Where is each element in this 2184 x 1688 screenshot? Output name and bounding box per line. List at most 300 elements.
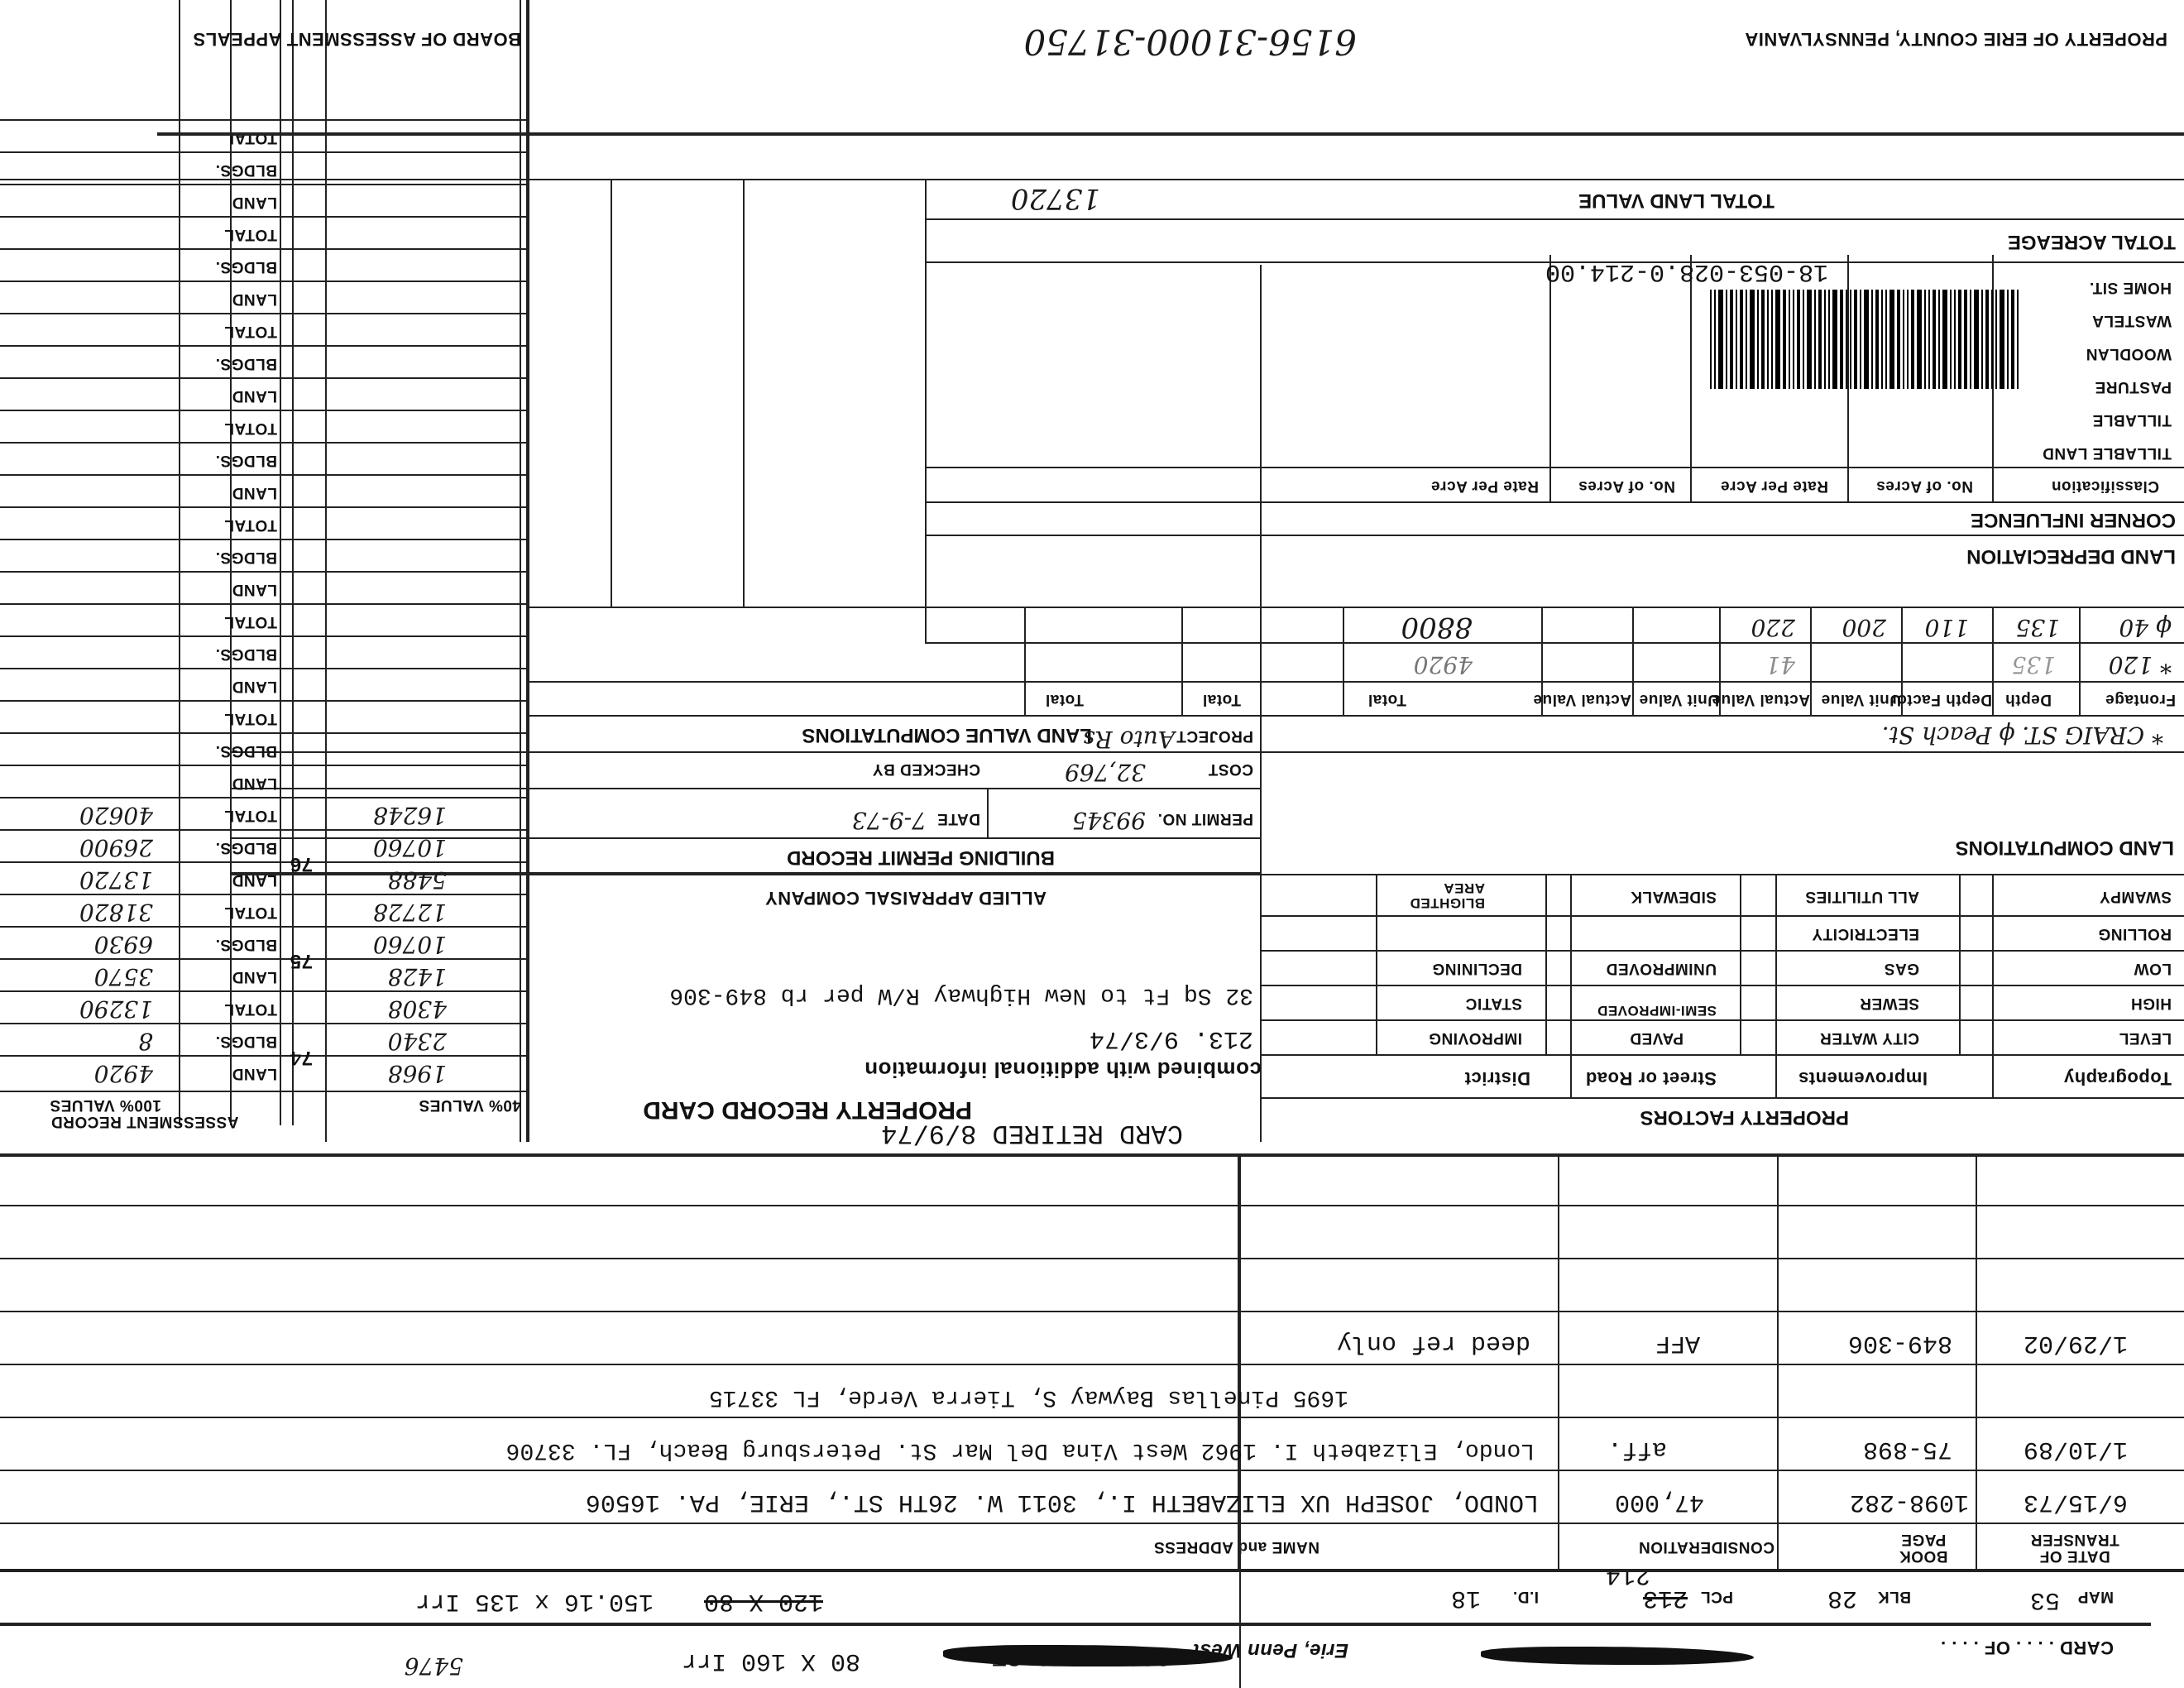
divider — [0, 1470, 2184, 1471]
divider — [0, 539, 529, 540]
record-note-highway: 32 Sq Ft to New Highway R/W per rb 849-306 — [669, 982, 1253, 1008]
divider — [0, 410, 529, 411]
handwritten-reference: 6156-31000-31750 — [1023, 22, 1357, 62]
barcode-bar — [1974, 290, 1979, 389]
barcode-bar — [1933, 290, 1936, 389]
appraisal-company: ALLIED APPRAISAL COMPANY — [764, 888, 1046, 909]
assessment-row-label: BLDGS. — [215, 1033, 277, 1050]
barcode-bar — [1875, 290, 1879, 389]
barcode-bar — [1714, 290, 1716, 389]
barcode-bar — [1885, 290, 1887, 389]
lv-frontage: ϕ 40 — [2119, 614, 2172, 641]
assessment-100-value: 8 — [138, 1028, 153, 1055]
divider — [0, 700, 529, 702]
transfer-date: 1/10/89 — [2023, 1435, 2128, 1463]
divider — [0, 990, 529, 992]
divider — [743, 180, 745, 608]
lv-depth: 135 — [2015, 614, 2060, 641]
divider — [0, 635, 529, 637]
divider — [0, 1523, 2184, 1524]
project-label: PROJECT — [1176, 727, 1253, 745]
pf-cell: IMPROVING — [1428, 1029, 1522, 1047]
address: 363 CRAIG ST. — [976, 1642, 1171, 1670]
assessment-40-value: 1968 — [387, 1060, 447, 1087]
transfer-consideration: 47,000 — [1614, 1488, 1704, 1516]
divider — [0, 732, 529, 734]
barcode-bar — [1917, 290, 1922, 389]
assessment-row-label: BLDGS. — [215, 549, 277, 566]
barcode-bar — [2017, 290, 2019, 389]
date-value: 7-9-73 — [851, 807, 927, 834]
handwritten-number: 5476 — [404, 1652, 463, 1680]
divider — [1262, 874, 2184, 875]
divider — [1992, 875, 1994, 1099]
divider — [1690, 255, 1692, 503]
divider — [0, 894, 529, 895]
assessment-year: 74 — [290, 1047, 313, 1069]
blk-label: BLK — [1877, 1588, 1911, 1605]
assessment-row-label: LAND — [232, 871, 277, 889]
barcode-bar — [1846, 290, 1847, 389]
barcode-bar — [1942, 290, 1947, 389]
divider — [0, 179, 2184, 180]
barcode-bar — [1746, 290, 1747, 389]
corner-influence-title: CORNER INFLUENCE — [1970, 509, 2176, 531]
pf-cell: ELECTRICITY — [1811, 925, 1919, 942]
pf-cell: GAS — [1884, 960, 1919, 977]
barcode-bar — [1761, 290, 1765, 389]
id-label: I.D. — [1512, 1588, 1539, 1605]
barcode-bar — [2007, 290, 2009, 389]
assessment-row-label: BLDGS. — [215, 839, 277, 856]
col-40-values: 40% VALUES — [419, 1096, 521, 1114]
divider — [1549, 255, 1551, 503]
divider — [529, 681, 2184, 683]
barcode-bar — [1871, 290, 1873, 389]
transfer-book: 1098-282 — [1849, 1488, 1969, 1516]
pf-cell: UNIMPROVED — [1606, 960, 1717, 977]
assessment-100-value: 13720 — [79, 866, 153, 894]
barcode-bar — [1938, 290, 1940, 389]
barcode-bar — [1767, 290, 1769, 389]
pf-cell: DECLINING — [1432, 960, 1522, 977]
barcode-bar — [1726, 290, 1727, 389]
barcode-bar — [1950, 290, 1952, 389]
land-value-computations-title: LAND VALUE COMPUTATIONS — [802, 724, 1092, 746]
divider — [280, 0, 281, 1125]
assessment-40-value: 10760 — [372, 931, 447, 958]
col-100-values: 100% VALUES — [49, 1096, 161, 1114]
record-card-title: PROPERTY RECORD CARD — [643, 1096, 972, 1124]
transfer-book: 849-306 — [1847, 1329, 1952, 1357]
divider — [1992, 608, 1994, 717]
project-value: Auto Rs — [1083, 726, 1175, 753]
old-dimensions: 120 X 80 — [703, 1587, 823, 1615]
assessment-row-label: TOTAL — [223, 323, 277, 340]
pf-cell: CITY WATER — [1819, 1029, 1919, 1047]
barcode-bar — [1958, 290, 1961, 389]
barcode-bar — [1903, 290, 1904, 389]
lv-header: Depth — [2004, 691, 2052, 708]
class-row: TILLABLE — [2092, 411, 2172, 429]
barcode-bar — [1881, 290, 1883, 389]
divider — [1632, 608, 1634, 717]
assessment-row-label: BLDGS. — [215, 936, 277, 953]
barcode-bar — [1757, 290, 1759, 389]
pcl-label: PCL — [1700, 1588, 1733, 1605]
barcode-bar — [1750, 290, 1755, 389]
divider — [1181, 608, 1183, 717]
assessment-row-label: LAND — [232, 678, 277, 695]
property-factors-title: PROPERTY FACTORS — [1640, 1106, 1849, 1129]
assessment-40-value: 2340 — [387, 1028, 447, 1055]
lv-total: 8800 — [1401, 611, 1473, 644]
lv-actual: 41 — [1765, 651, 1795, 679]
barcode-bar — [1793, 290, 1794, 389]
assessment-40-value: 10760 — [372, 834, 447, 861]
assessment-row-label: LAND — [232, 484, 277, 501]
transfer-name: LONDO, JOSEPH UX ELIZABETH I., 3011 W. 26TH ST., ERIE, PA. 16506 — [585, 1488, 1539, 1516]
divider — [1775, 875, 1777, 1099]
lv-actual: 220 — [1751, 614, 1795, 641]
permit-value: 99345 — [1071, 807, 1146, 834]
divider — [0, 377, 529, 379]
divider — [1262, 751, 2184, 753]
map-value: 53 — [2029, 1585, 2060, 1614]
divider — [0, 1153, 2184, 1157]
barcode-bar — [1981, 290, 1983, 389]
assessment-row-label: LAND — [232, 194, 277, 211]
divider — [529, 715, 2184, 717]
lv-header: Actual Value — [1533, 691, 1631, 708]
divider — [0, 1091, 529, 1092]
board-header: BOARD OF ASSESSMENT APPEALS — [193, 29, 521, 50]
divider — [1740, 875, 1741, 1056]
total-acreage-title: TOTAL ACREAGE — [2007, 231, 2176, 253]
assessment-row-label: BLDGS. — [215, 452, 277, 469]
barcode-bar — [1897, 290, 1900, 389]
divider — [1262, 1097, 2184, 1099]
divider — [0, 926, 529, 928]
transfer-date: 1/29/02 — [2023, 1329, 2128, 1357]
pf-cell: PAVED — [1629, 1029, 1684, 1047]
col-name-address: NAME and ADDRESS — [1153, 1538, 1320, 1556]
barcode-bar — [1818, 290, 1822, 389]
barcode-bar — [1864, 290, 1869, 389]
barcode-bar — [1924, 290, 1926, 389]
assessment-100-value: 3570 — [93, 963, 153, 990]
assessment-row-label: BLDGS. — [215, 258, 277, 276]
divider — [0, 861, 529, 863]
land-streets: * CRAIG ST. ϕ Peach St. — [1881, 722, 2163, 749]
pf-cell: SWAMPY — [2099, 888, 2172, 905]
col-book-page: BOOK PAGE — [1899, 1531, 1948, 1565]
divider — [0, 765, 529, 766]
id-value: 18 — [1450, 1584, 1481, 1612]
class-header: Classification — [2051, 477, 2159, 495]
divider — [1959, 875, 1961, 1056]
lv-header: Depth Factor — [1889, 691, 1992, 708]
class-header: Rate Per Acre — [1720, 477, 1828, 495]
divider — [0, 668, 529, 669]
cost-label: COST — [1208, 760, 1253, 778]
retired-stamp: CARD RETIRED 8/9/74 — [881, 1118, 1183, 1149]
parcel-barcode — [1707, 290, 2019, 389]
pf-header: District — [1464, 1068, 1530, 1089]
divider — [987, 789, 989, 839]
divider — [0, 958, 529, 960]
assessment-row-label: BLDGS. — [215, 161, 277, 179]
transfer-date: 6/15/73 — [2023, 1488, 2128, 1516]
col-consideration: CONSIDERATION — [1638, 1538, 1774, 1556]
pf-cell: LOW — [2134, 960, 2172, 977]
ink-smudge — [1481, 1647, 1754, 1665]
barcode-bar — [1828, 290, 1830, 389]
barcode-bar — [1928, 290, 1930, 389]
barcode-bar — [1824, 290, 1826, 389]
divider — [0, 1569, 2184, 1572]
barcode-number: 18-053-028.0-214.00 — [1545, 257, 1828, 285]
transfer-consideration: aff. — [1607, 1435, 1667, 1463]
assessment-100-value: 26900 — [79, 834, 153, 861]
divider — [0, 151, 529, 153]
divider — [1262, 1054, 2184, 1056]
blk-value: 28 — [1827, 1584, 1857, 1612]
pf-header: Street or Road — [1585, 1068, 1717, 1089]
assessment-row-label: LAND — [232, 387, 277, 405]
assessment-year: 75 — [290, 950, 313, 972]
divider — [927, 218, 2184, 220]
assessment-row-label: TOTAL — [223, 807, 277, 824]
divider — [529, 607, 2184, 608]
pf-header: Topography — [2063, 1068, 2172, 1089]
barcode-bar — [1803, 290, 1804, 389]
barcode-bar — [1995, 290, 1997, 389]
divider — [927, 535, 2184, 536]
divider — [0, 797, 529, 798]
divider — [927, 642, 2184, 644]
assessment-row-label: LAND — [232, 968, 277, 985]
assessment-100-value: 13290 — [79, 995, 153, 1023]
barcode-bar — [1954, 290, 1956, 389]
pf-cell: STATIC — [1465, 995, 1522, 1012]
assessment-record-title: ASSESSMENT RECORD — [50, 1113, 239, 1130]
divider — [0, 216, 529, 218]
permit-label: PERMIT NO. — [1157, 810, 1253, 827]
barcode-bar — [1789, 290, 1790, 389]
erie-stamp: Erie, Penn West — [1192, 1639, 1348, 1662]
assessment-row-label: TOTAL — [223, 129, 277, 146]
pcl-value: 214 — [1605, 1561, 1650, 1589]
divider — [179, 0, 180, 1125]
class-row: TILLABLE LAND — [2042, 444, 2172, 462]
barcode-bar — [1970, 290, 1971, 389]
assessment-row-label: BLDGS. — [215, 355, 277, 372]
barcode-bar — [1807, 290, 1812, 389]
divider — [1376, 875, 1377, 1056]
assessment-row-label: TOTAL — [223, 710, 277, 727]
assessment-40-value: 4308 — [387, 995, 447, 1023]
barcode-bar — [1832, 290, 1837, 389]
divider — [157, 132, 2184, 136]
barcode-bar — [1797, 290, 1800, 389]
lv-header: Total — [1045, 691, 1084, 708]
divider — [0, 1023, 529, 1024]
pf-cell: HIGH — [2130, 995, 2172, 1012]
divider — [0, 1623, 2151, 1626]
date-label: DATE — [936, 810, 980, 827]
divider — [2079, 608, 2081, 717]
pf-header: Improvements — [1798, 1068, 1928, 1089]
assessment-40-value: 5488 — [387, 866, 447, 894]
checked-label: CHECKED BY — [872, 760, 980, 778]
barcode-bar — [1718, 290, 1723, 389]
pf-cell: SEMI-IMPROVED — [1597, 1003, 1717, 1019]
record-note-213: 213. 9/3/74 — [1089, 1024, 1253, 1053]
lv-header: Unit Value — [1639, 691, 1719, 708]
lot-dimensions: 80 X 160 Irr — [681, 1647, 860, 1675]
building-permit-title: BUILDING PERMIT RECORD — [787, 846, 1055, 869]
divider — [0, 281, 529, 282]
new-dimensions: 150.16 x 135 Irr — [414, 1587, 654, 1615]
assessment-100-value: 6930 — [93, 931, 153, 958]
lv-header: Unit Value — [1821, 691, 1901, 708]
transfer-book: 75-898 — [1862, 1435, 1952, 1463]
class-header: Rate Per Acre — [1430, 477, 1539, 495]
pf-cell: SEWER — [1859, 995, 1919, 1012]
divider — [0, 345, 529, 347]
assessment-year: 76 — [290, 853, 313, 875]
divider — [0, 1311, 2184, 1312]
transfer-name: deed ref only — [1336, 1329, 1530, 1357]
class-header: No. of Acres — [1875, 477, 1973, 495]
assessment-row-label: TOTAL — [223, 420, 277, 437]
barcode-bar — [1860, 290, 1861, 389]
barcode-bar — [1907, 290, 1909, 389]
divider — [925, 180, 927, 644]
barcode-bar — [1985, 290, 1989, 389]
divider — [0, 1364, 2184, 1365]
assessment-row-label: LAND — [232, 290, 277, 308]
assessment-row-label: TOTAL — [223, 1000, 277, 1018]
lv-header: Total — [1202, 691, 1241, 708]
divider — [1262, 950, 2184, 952]
barcode-bar — [2011, 290, 2014, 389]
barcode-bar — [1783, 290, 1786, 389]
lv-frontage: * 120 — [2108, 651, 2172, 679]
total-land-value: 13720 — [1010, 182, 1100, 215]
assessment-100-value: 40620 — [79, 802, 153, 829]
assessment-row-label: TOTAL — [223, 613, 277, 631]
pf-cell: SIDEWALK — [1630, 888, 1717, 905]
barcode-bar — [1814, 290, 1816, 389]
divider — [232, 788, 1262, 789]
barcode-bar — [1736, 290, 1737, 389]
barcode-bar — [1840, 290, 1843, 389]
total-land-value-title: TOTAL LAND VALUE — [1578, 189, 1774, 212]
divider — [232, 872, 1262, 875]
barcode-bar — [1911, 290, 1914, 389]
divider — [0, 1205, 2184, 1206]
divider — [1343, 608, 1344, 717]
transfer-name: Londo, Elizabeth I. 1962 West Vina Del Mar St. Petersburg Beach, FL. 33706 — [505, 1437, 1535, 1463]
divider — [1024, 608, 1026, 717]
assessment-row-label: BLDGS. — [215, 742, 277, 760]
divider — [1262, 985, 2184, 986]
divider — [611, 180, 612, 608]
lv-depth: 135 — [2011, 651, 2056, 679]
barcode-bar — [1710, 290, 1712, 389]
assessment-40-value: 16248 — [372, 802, 447, 829]
barcode-bar — [1740, 290, 1743, 389]
barcode-bar — [1889, 290, 1894, 389]
assessment-40-value: 1428 — [387, 963, 447, 990]
divider — [0, 313, 529, 314]
card-label: CARD . . . . OF . . . . — [1940, 1638, 2114, 1658]
class-row: WOODLAN — [2086, 345, 2172, 362]
pf-cell: ROLLING — [2098, 925, 2172, 942]
divider — [0, 829, 529, 831]
divider — [0, 1258, 2184, 1259]
lv-header: Frontage — [2105, 691, 2176, 708]
pcl-old-value: 213 — [1642, 1584, 1688, 1612]
divider — [0, 474, 529, 476]
lv-depth-factor: 110 — [1924, 614, 1969, 641]
divider — [1260, 265, 1262, 1142]
assessment-row-label: TOTAL — [223, 516, 277, 534]
barcode-bar — [1854, 290, 1857, 389]
barcode-bar — [2000, 290, 2004, 389]
class-row: WASTELA — [2091, 312, 2172, 329]
divider — [1810, 608, 1812, 717]
assessment-row-label: TOTAL — [223, 226, 277, 243]
transfer-consideration: AFF — [1655, 1329, 1700, 1357]
barcode-bar — [1775, 290, 1780, 389]
record-note: combined with additional information — [864, 1057, 1262, 1082]
class-header: No. of Acres — [1578, 477, 1675, 495]
barcode-bar — [1850, 290, 1851, 389]
class-row: HOME SIT. — [2089, 279, 2172, 296]
divider — [0, 1417, 2184, 1418]
divider — [927, 467, 2184, 468]
col-date-of-transfer: DATE OF TRANSFER — [2030, 1531, 2119, 1565]
barcode-bar — [1991, 290, 1993, 389]
barcode-bar — [1964, 290, 1967, 389]
barcode-bar — [1730, 290, 1733, 389]
divider — [1262, 915, 2184, 917]
divider — [0, 506, 529, 508]
assessment-row-label: TOTAL — [223, 904, 277, 921]
lv-header: Total — [1367, 691, 1406, 708]
assessment-100-value: 31820 — [79, 899, 153, 926]
class-row: PASTURE — [2095, 378, 2172, 396]
cost-value: 32,769 — [1065, 759, 1146, 786]
divider — [0, 603, 529, 605]
divider — [0, 442, 529, 444]
divider — [0, 1055, 529, 1057]
assessment-100-value: 4920 — [93, 1060, 153, 1087]
barcode-bar — [1771, 290, 1773, 389]
lv-header: Actual Value — [1712, 691, 1810, 708]
divider — [0, 248, 529, 250]
assessment-40-value: 12728 — [372, 899, 447, 926]
map-label: MAP — [2077, 1588, 2114, 1605]
pf-cell: ALL UTILITIES — [1804, 888, 1919, 905]
assessment-row-label: BLDGS. — [215, 645, 277, 663]
divider — [0, 571, 529, 573]
land-computations-title: LAND COMPUTATIONS — [1955, 837, 2174, 859]
pf-cell: BLIGHTED AREA — [1410, 880, 1485, 911]
